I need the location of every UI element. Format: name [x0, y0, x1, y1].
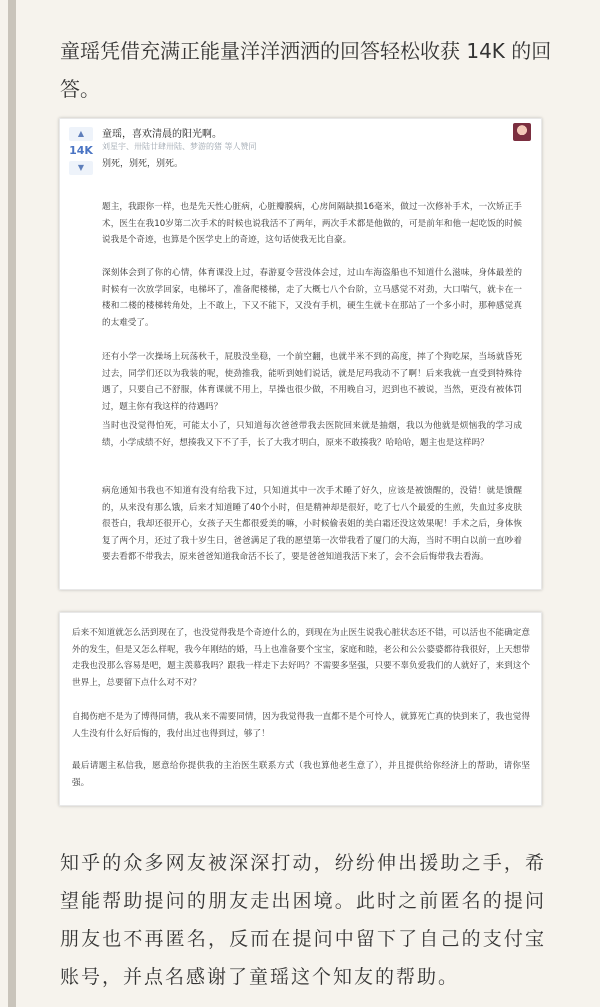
answer-screenshot-part1	[59, 118, 542, 590]
vote-down-button[interactable]	[69, 161, 93, 175]
answer-paragraph: 后来不知道就怎么活到现在了，也没觉得我是个奇迹什么的，到现在为止医生说我心脏状态还不错，可以活也不能确定意外的发生，但是又怎么样呢，我今年刚结的婚，马上也准备要个宝宝，家庭和睦，老公和公公婆婆都待我很好，上天想带走我也没那么容易是吧，题主羡慕我吗？跟我一样走下去好吗？不需要多坚强，只要不辜负爱我们的人就好了，来到这个世界上，总要留下点什么对不对？	[72, 628, 530, 688]
vote-up-icon: ▲	[77, 129, 85, 138]
vote-widget	[68, 125, 94, 177]
answer-paragraph: 当时也没觉得怕死，可能太小了，只知道每次爸爸带我去医院回来就是抽烟，我以为他就是烦恼我的学习成绩，小学成绩不好，想揍我又下不了手，长了大我才明白，原来不敢揍我？哈哈哈，题主也是这样吗？	[102, 421, 522, 448]
answer-voters[interactable]: 刘星宇、卅陆廿肆卅陆、梦游的猪 等人赞同	[102, 142, 257, 151]
article-left-border	[8, 0, 16, 1007]
answer-paragraph: 自揭伤疤不是为了博得同情，我从来不需要同情，因为我觉得我一直都不是个可怜人，就算死亡真的快到来了，我也觉得人生没有什么好后悔的，我付出过也得到过，够了！	[72, 712, 530, 739]
answer-paragraph: 还有小学一次操场上玩荡秋千，屁股没坐稳，一个前空翻，也就半米不到的高度，摔了个狗吃屎，当场就昏死过去，同学们还以为我装的呢，使劲推我，能听到她们说话，就是尼玛我动不了啊！后来我就一直受到特殊待遇了，只要自己不舒服，体育课就不用上，早操也很少做，不用晚自习，迟到也不被说，当然，更没有被体罚过，题主你有我这样的待遇吗？	[102, 352, 522, 412]
answer-paragraph: 深刻体会到了你的心情，体育课没上过，春游夏令营没体会过，过山车海盗船也不知道什么滋味，身体最差的时候有一次放学回家，电梯坏了，准备爬楼梯，走了大概七八个台阶，立马感觉不对劲，大口喘气，就卡在一楼和二楼的楼梯转角处，上不敢上，下又不能下，又没有手机，硬生生就卡在那站了一个多小时，那种感觉真的太难受了。	[102, 268, 522, 328]
answer-paragraph: 最后请题主私信我，愿意给你提供我的主治医生联系方式（我也算他老生意了），并且提供给你经济上的帮助，请你坚强。	[72, 761, 530, 788]
intro-paragraph: 童瑶凭借充满正能量洋洋洒洒的回答轻松收获 14K 的回答。	[60, 39, 552, 101]
outro-paragraph: 知乎的众多网友被深深打动，纷纷伸出援助之手，希望能帮助提问的朋友走出困境。此时之前匿名的提问朋友也不再匿名，反而在提问中留下了自己的支付宝账号，并点名感谢了童瑶这个知友的帮助。	[60, 852, 546, 988]
answer-brief: 别死，别死，别死。	[102, 159, 184, 169]
vote-down-icon: ▼	[77, 163, 85, 172]
answer-paragraph: 题主，我跟你一样，也是先天性心脏病，心脏瓣膜病，心房间隔缺损16毫米，做过一次修补手术，一次矫正手术，医生在我10岁第二次手术的时候也说我活不了两年，两次手术都是他做的，可是前年和他一起吃饭的时候说我是个奇迹，也算是个医学史上的奇迹，这句话使我无比自豪。	[102, 202, 522, 245]
vote-count: 14K	[69, 144, 93, 157]
author-avatar[interactable]	[513, 123, 531, 141]
vote-up-button[interactable]	[69, 127, 93, 141]
answer-author[interactable]: 童瑶，喜欢清晨的阳光啊。	[102, 129, 222, 140]
answer-screenshot-part2	[59, 612, 542, 806]
answer-paragraph: 病危通知书我也不知道有没有给我下过，只知道其中一次手术睡了好久，应该是被馈醒的，没错！就是馈醒的，从来没有那么饿，后来才知道睡了40个小时，但是精神却是很好，吃了七八个最爱的生煎，失血过多皮肤很苍白，我却还很开心，女孩子天生都很爱美的嘛，小时候偷表姐的美白霜还没这效果呢！手术之后，身体恢复了两个月，还过了我十岁生日，爸爸满足了我的愿望第一次带我看了厦门的大海，当时不明白以前一直吵着要去看都不带我去，原来爸爸知道我命活不长了，要是爸爸知道我活下来了，会不会后悔带我去看海。	[102, 486, 522, 562]
